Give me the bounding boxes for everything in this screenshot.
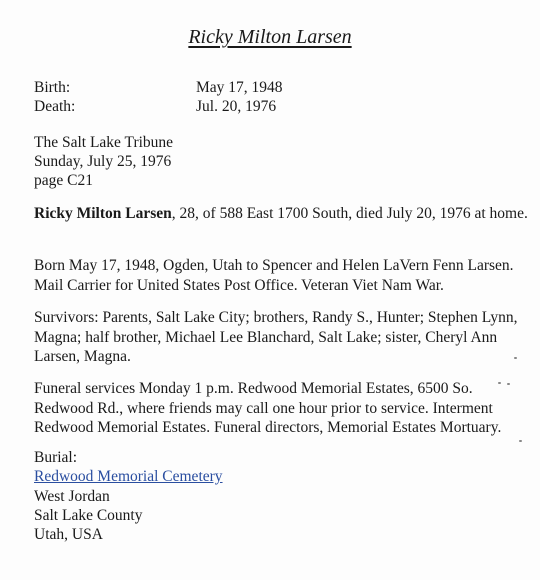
source-page: page C21 bbox=[34, 172, 93, 189]
deceased-name: Ricky Milton Larsen bbox=[34, 205, 172, 222]
scan-speck bbox=[498, 382, 501, 384]
obituary-funeral: Funeral services Monday 1 p.m. Redwood Memorial Estates, 6500 So. Redwood Rd., where friends may call one hour prior to service. Interment Redwood Memorial Estates. Funeral directors, Memorial Estates Mortuary. bbox=[34, 380, 502, 436]
scan-speck bbox=[514, 357, 517, 359]
burial-country: Utah, USA bbox=[34, 526, 103, 543]
death-label: Death: bbox=[34, 98, 76, 115]
burial-county: Salt Lake County bbox=[34, 507, 143, 524]
burial-city: West Jordan bbox=[34, 488, 110, 505]
scan-speck bbox=[519, 440, 522, 442]
burial-label: Burial: bbox=[34, 449, 78, 466]
scan-speck bbox=[507, 383, 510, 385]
birth-label: Birth: bbox=[34, 79, 71, 96]
cemetery-link[interactable]: Redwood Memorial Cemetery bbox=[34, 468, 223, 485]
obituary-born: Born May 17, 1948, Ogden, Utah to Spencer and Helen LaVern Fenn Larsen. Mail Carrier for United States Post Office. Veteran Viet Nam War. bbox=[34, 257, 514, 294]
source-date: Sunday, July 25, 1976 bbox=[34, 153, 172, 170]
obituary-survivors: Survivors: Parents, Salt Lake City; brothers, Randy S., Hunter; Stephen Lynn, Magna; half brother, Michael Lee Blanchard, Salt Lake; sister, Cheryl Ann Larsen, Magna. bbox=[34, 309, 518, 365]
death-date: Jul. 20, 1976 bbox=[196, 98, 277, 115]
page-title: Ricky Milton Larsen bbox=[188, 26, 352, 48]
obituary-intro-text: , 28, of 588 East 1700 South, died July 20, 1976 at home. bbox=[171, 205, 528, 222]
birth-date: May 17, 1948 bbox=[196, 79, 283, 96]
obituary-intro bbox=[34, 204, 534, 224]
source-paper: The Salt Lake Tribune bbox=[34, 134, 174, 151]
